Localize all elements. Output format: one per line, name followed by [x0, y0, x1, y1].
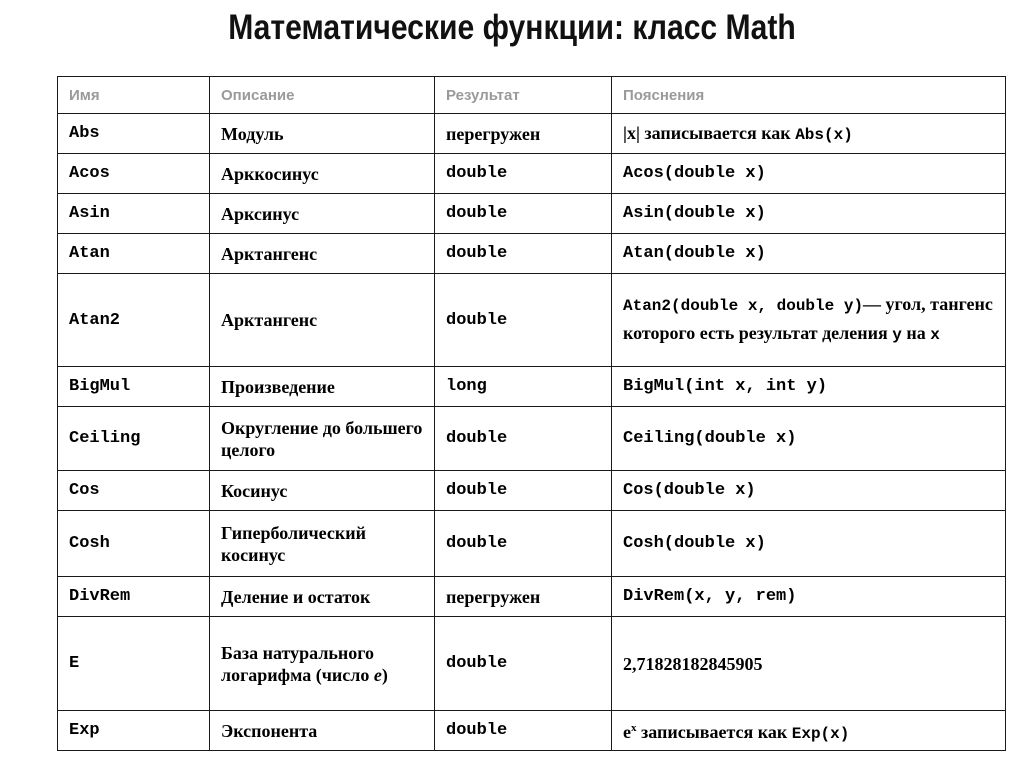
- cell-result: double: [435, 711, 612, 751]
- cell-description: Экспонента: [210, 711, 435, 751]
- notes-text: |x| записывается как: [623, 122, 796, 143]
- cell-description: Арктангенс: [210, 234, 435, 274]
- cell-description: Модуль: [210, 114, 435, 154]
- notes-text-on: на: [901, 323, 931, 343]
- cell-name: Cos: [58, 471, 210, 511]
- notes-code: Abs(x): [795, 125, 853, 144]
- cell-description: Округление до большего целого: [210, 407, 435, 471]
- table-header-row: [58, 77, 1006, 114]
- cell-description: [210, 617, 435, 711]
- notes-code: Exp(x): [791, 724, 850, 743]
- header-description: Описание: [210, 77, 435, 114]
- cell-result: перегружен: [435, 577, 612, 617]
- table-row: [58, 407, 1006, 471]
- cell-name: DivRem: [58, 577, 210, 617]
- notes-base: e: [623, 721, 631, 742]
- cell-description: Произведение: [210, 367, 435, 407]
- cell-notes: [612, 274, 1006, 367]
- header-result: Результат: [435, 77, 612, 114]
- cell-result: перегружен: [435, 114, 612, 154]
- table-row: [58, 194, 1006, 234]
- cell-description: Арккосинус: [210, 154, 435, 194]
- cell-result: double: [435, 471, 612, 511]
- notes-code-x: x: [930, 326, 940, 344]
- cell-name: Abs: [58, 114, 210, 154]
- table-row: [58, 711, 1006, 751]
- cell-name: Atan: [58, 234, 210, 274]
- cell-description: Гиперболический косинус: [210, 511, 435, 577]
- cell-notes: Asin(double x): [612, 194, 1006, 234]
- cell-description: Арксинус: [210, 194, 435, 234]
- notes-text: записывается как: [636, 721, 792, 742]
- cell-result: double: [435, 194, 612, 234]
- desc-close: ): [381, 664, 388, 685]
- cell-notes: Atan(double x): [612, 234, 1006, 274]
- cell-description: Деление и остаток: [210, 577, 435, 617]
- notes-code-y: y: [892, 326, 902, 344]
- cell-result: double: [435, 407, 612, 471]
- math-functions-table: [57, 76, 1006, 751]
- cell-name: Cosh: [58, 511, 210, 577]
- table-row: [58, 234, 1006, 274]
- cell-name: BigMul: [58, 367, 210, 407]
- cell-notes: [612, 114, 1006, 154]
- table-row: [58, 367, 1006, 407]
- cell-notes: DivRem(x, y, rem): [612, 577, 1006, 617]
- notes-code: Atan2(double x, double y): [623, 297, 864, 315]
- header-name: Имя: [58, 77, 210, 114]
- table-row: [58, 511, 1006, 577]
- table-row: [58, 274, 1006, 367]
- cell-notes: BigMul(int x, int y): [612, 367, 1006, 407]
- cell-result: long: [435, 367, 612, 407]
- table-row: [58, 577, 1006, 617]
- table-row: [58, 154, 1006, 194]
- cell-notes: Cosh(double x): [612, 511, 1006, 577]
- notes-text: — угол, тангенс которого есть результат деления: [623, 294, 993, 343]
- table-row: [58, 617, 1006, 711]
- cell-name: Exp: [58, 711, 210, 751]
- cell-name: Acos: [58, 154, 210, 194]
- cell-result: double: [435, 511, 612, 577]
- table-row: [58, 114, 1006, 154]
- desc-italic-e: e: [373, 664, 382, 685]
- cell-name: Atan2: [58, 274, 210, 367]
- header-notes: Пояснения: [612, 77, 1006, 114]
- notes-superscript: x: [631, 721, 637, 734]
- page-title: Математические функции: класс Math: [228, 8, 796, 47]
- cell-name: Ceiling: [58, 407, 210, 471]
- cell-result: double: [435, 154, 612, 194]
- cell-result: double: [435, 617, 612, 711]
- table-row: [58, 471, 1006, 511]
- cell-notes: Acos(double x): [612, 154, 1006, 194]
- cell-notes: [612, 711, 1006, 751]
- cell-name: E: [58, 617, 210, 711]
- cell-notes: 2,71828182845905: [612, 617, 1006, 711]
- cell-result: double: [435, 274, 612, 367]
- cell-result: double: [435, 234, 612, 274]
- cell-name: Asin: [58, 194, 210, 234]
- cell-notes: Cos(double x): [612, 471, 1006, 511]
- cell-notes: Ceiling(double x): [612, 407, 1006, 471]
- cell-description: Арктангенс: [210, 274, 435, 367]
- desc-text: База натурального логарифма (число: [221, 642, 375, 685]
- cell-description: Косинус: [210, 471, 435, 511]
